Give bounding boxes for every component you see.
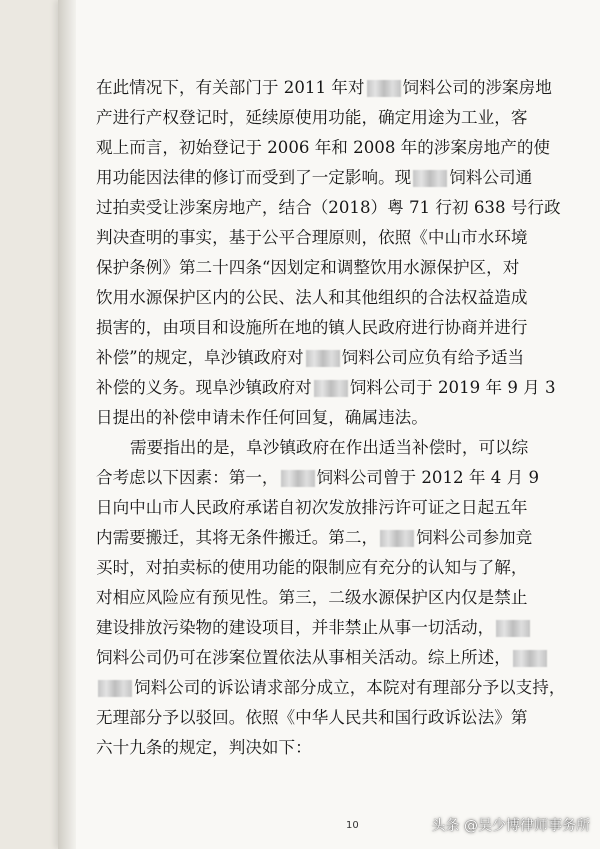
text-line [96,103,571,133]
redacted-name-blur [98,680,132,697]
text-segment: 日向中山市人民政府承诺自初次发放排污许可证之日起五年 [96,498,528,517]
text-segment: 产进行产权登记时，延续原使用功能，确定用途为工业，客 [96,108,528,127]
text-line [96,613,571,643]
text-line [96,193,571,223]
text-line [96,73,571,103]
text-line [96,493,571,523]
text-segment: 饲料公司应负有给予适当 [341,348,525,367]
text-segment: 对相应风险应有预见性。第三，二级水源保护区内仅是禁止 [96,588,528,607]
text-line [96,343,571,373]
text-segment: 饲料公司的涉案房地 [402,78,552,97]
text-segment: 用功能因法律的修订而受到了一定影响。现 [96,168,412,187]
redacted-name-blur [281,470,315,487]
text-segment: 饲料公司曾于 2012 年 4 月 9 [316,468,539,487]
text-line [96,433,571,463]
text-segment: 饲料公司通 [449,168,533,187]
page-number: 10 [346,820,359,831]
text-line [96,703,571,733]
text-segment: 饮用水源保护区内的公民、法人和其他组织的合法权益造成 [96,288,528,307]
text-segment: 过拍卖受让涉案房地产，结合（2018）粤 71 行初 638 号行政 [96,198,561,217]
text-line [96,223,571,253]
text-line [96,583,571,613]
redacted-name-blur [513,650,547,667]
text-segment: 损害的，由项目和设施所在地的镇人民政府进行协商并进行 [96,318,528,337]
redacted-name-blur [314,380,348,397]
document-page [58,0,600,849]
text-segment: 补偿的义务。现阜沙镇政府对 [96,378,312,397]
text-segment: 饲料公司仍可在涉案位置依法从事相关活动。综上所述， [96,648,511,667]
text-line [96,133,571,163]
text-segment: 判决查明的事实，基于公平合理原则，依照《中山市水环境 [96,228,528,247]
text-line [96,373,571,403]
text-segment: 日提出的补偿申请未作任何回复，确属违法。 [96,408,428,427]
text-line [96,643,571,673]
text-line [96,403,571,433]
watermark-label: 头条 @吴少博律师事务所 [431,818,590,834]
text-segment: 观上而言，初始登记于 2006 年和 2008 年的涉案房地产的使 [96,138,551,157]
text-segment: 饲料公司参加竞 [416,528,533,547]
redacted-name-blur [367,80,401,97]
redacted-name-blur [496,620,530,637]
judgment-body-text [96,73,571,763]
text-line [96,313,571,343]
text-segment: 保护条例》第二十四条“因划定和调整饮用水源保护区，对 [96,258,520,277]
text-line [96,553,571,583]
text-line [96,163,571,193]
text-line [96,283,571,313]
text-segment: 需要指出的是，阜沙镇政府在作出适当补偿时，可以综 [130,438,529,457]
text-segment: 补偿”的规定，阜沙镇政府对 [96,348,304,367]
text-line [96,673,571,703]
text-line [96,463,571,493]
text-segment: 无理部分予以驳回。依照《中华人民共和国行政诉讼法》第 [96,708,528,727]
text-segment: 合考虑以下因素：第一， [96,468,279,487]
text-segment: 建设排放污染物的建设项目，并非禁止从事一切活动， [96,618,495,637]
text-segment: 内需要搬迁，其将无条件搬迁。第二， [96,528,379,547]
text-segment: 饲料公司于 2019 年 9 月 3 [349,378,556,397]
text-segment: 饲料公司的诉讼请求部分成立，本院对有理部分予以支持， [134,678,566,697]
text-line [96,733,571,763]
page-fold-shadow [58,0,76,849]
text-line [96,253,571,283]
redacted-name-blur [306,350,340,367]
text-segment: 在此情况下，有关部门于 2011 年对 [96,78,365,97]
redacted-name-blur [380,530,414,547]
text-segment: 买时，对拍卖标的使用功能的限制应有充分的认知与了解， [96,558,528,577]
text-segment: 六十九条的规定，判决如下： [96,738,312,757]
redacted-name-blur [413,170,447,187]
text-line [96,523,571,553]
